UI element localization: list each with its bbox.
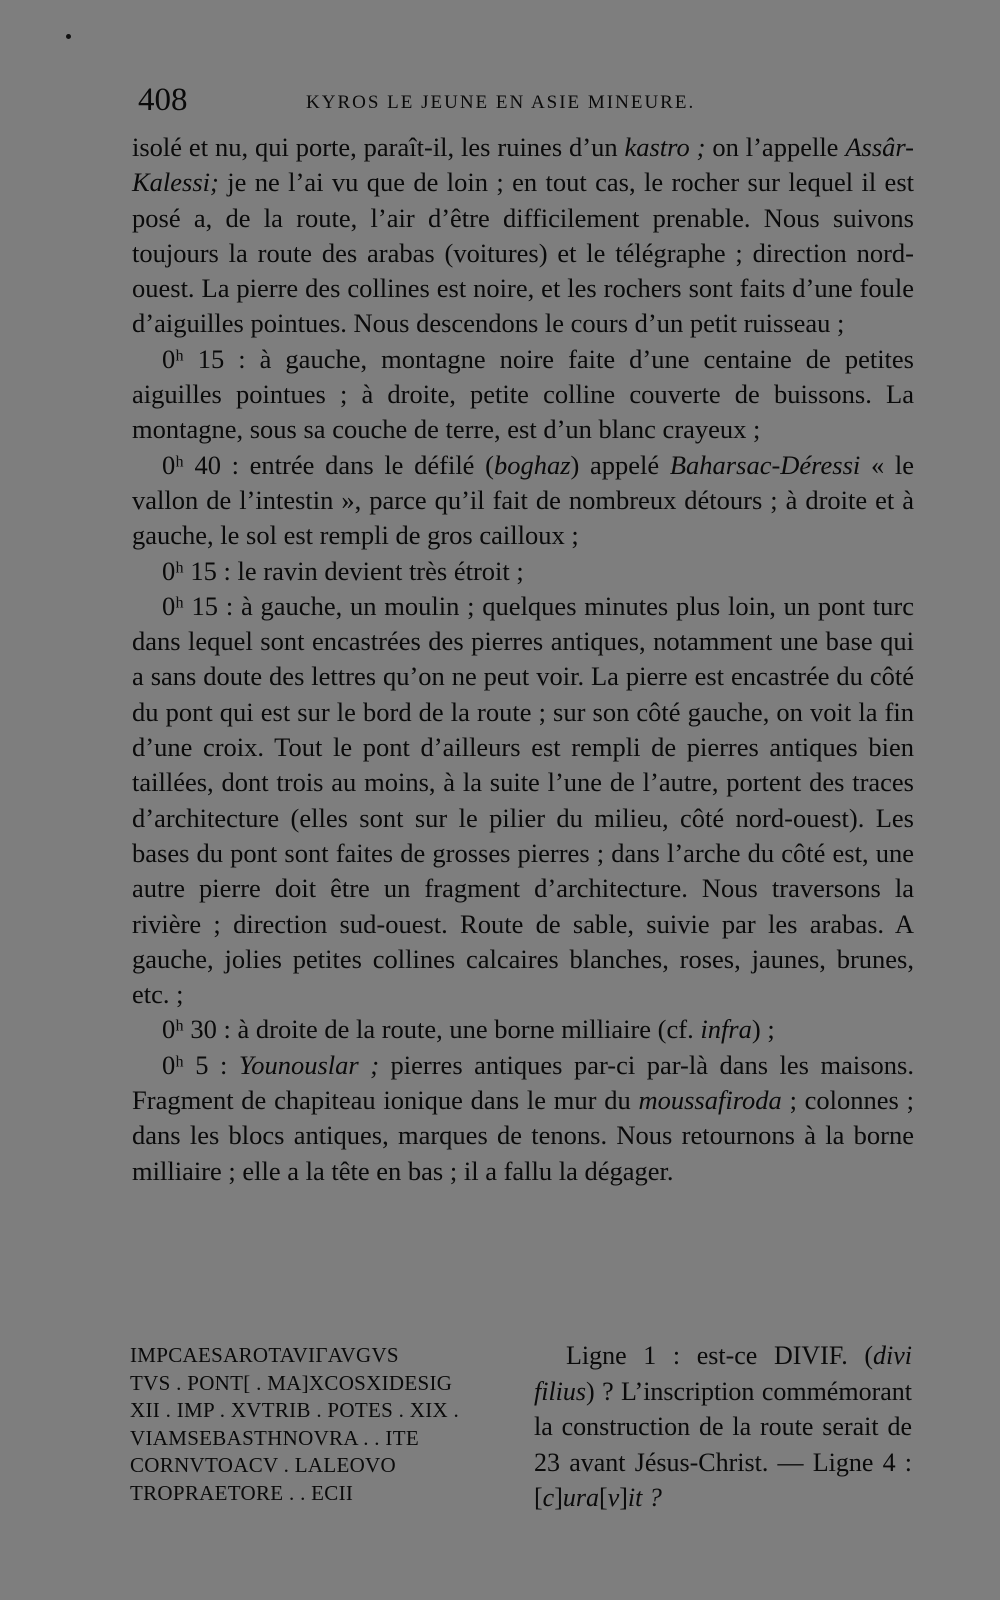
text-segment: ] <box>619 1483 628 1512</box>
text-segment: [ <box>599 1483 608 1512</box>
italic-text: it ? <box>627 1483 662 1512</box>
text-segment: 0ʰ 5 : <box>162 1049 239 1080</box>
text-segment: 0ʰ 15 : à gauche, montagne noire faite d’une centaine de petites aiguilles pointues ; à droite, petite colline couverte de buissons. La montagne, sous sa couche de terre, est d’un blanc crayeux ; <box>132 343 914 445</box>
italic-text: Younouslar ; <box>238 1049 380 1080</box>
body-paragraph <box>132 130 914 342</box>
body-paragraph <box>132 554 914 589</box>
inscription-block <box>130 1342 500 1508</box>
italic-text: kastro ; <box>624 132 706 162</box>
text-segment: je ne l’ai vu que de loin ; en tout cas, le rocher sur lequel il est posé a, de la route, l’air d’être difficilement prenable. Nous suivons toujours la route des arabas (voitures) et le télégraphe ; direction nord-ouest. La pierre des collines est noire, et les rochers sont faits d’une foule d’aiguilles pointues. Nous descendons le cours d’un petit ruisseau ; <box>132 167 914 339</box>
text-segment: ) ? L’inscription commémorant la construction de la route serait de 23 avant Jésus-Christ. — Ligne 4 : [ <box>534 1376 912 1512</box>
italic-text: moussafiroda <box>638 1085 782 1116</box>
italic-text: ura <box>562 1483 600 1512</box>
text-segment: ; colonnes ; dans les blocs antiques, marques de tenons. Nous retournons à la borne milliaire ; elle a la tête en bas ; il a fallu la dégager. <box>132 1085 914 1186</box>
inscription-line: IMPCAESAROTAVIΓAVGVS <box>130 1343 399 1367</box>
inscription-line: XII . IMP . XVTRIB . POTES . XIX . <box>130 1398 460 1423</box>
text-segment: 0ʰ 15 : à gauche, un moulin ; quelques minutes plus loin, un pont turc dans lequel sont encastrées des pierres antiques, notamment une base qui a sans doute des lettres qu’on ne peut voir. La pierre est encastrée du côté du pont qui est sur le bord de la route ; sur son côté gauche, on voit la fin d’une croix. Tout le pont d’ailleurs est rempli de pierres antiques bien taillées, dont trois au moins, à la suite l’une de l’autre, portent des traces d’architecture (elles sont sur le pilier du milieu, côté nord-ouest). Les bases du pont sont faites de grosses pierres ; dans l’arche du côté est, une autre pierre doit être un fragment d’architecture. Nous traversons la rivière ; direction sud-ouest. Route de sable, suivie par les arabas. A gauche, jolies petites collines calcaires blanches, roses, jaunes, brunes, etc. ; <box>132 590 914 1010</box>
inscription-line: TROPRAETORE . . ECII <box>130 1480 354 1505</box>
text-segment: Ligne 1 : est-ce DIVIF. ( <box>566 1341 873 1370</box>
text-segment: 0ʰ 15 : le ravin devient très étroit ; <box>162 555 524 586</box>
text-segment: 0ʰ 30 : à droite de la route, une borne milliaire (cf. <box>162 1014 701 1045</box>
body-paragraph <box>132 1012 914 1047</box>
note-paragraph <box>534 1338 912 1516</box>
text-segment: on l’appelle <box>705 132 846 162</box>
italic-text: v <box>607 1483 620 1512</box>
italic-text: Assâr-Kalessi; <box>132 132 914 198</box>
running-title: KYROS LE JEUNE EN ASIE MINEURE. <box>306 92 696 113</box>
body-text <box>132 130 914 1189</box>
text-segment: pierres antiques par-ci par-là dans les maisons. Fragment de chapiteau ionique dans le mur du <box>132 1049 914 1116</box>
italic-text: infra <box>700 1014 752 1045</box>
italic-text: boghaz <box>493 449 571 480</box>
page-number: 408 <box>138 82 188 118</box>
inscription-line: VIAMSEBASTHNOVRA . . ITE <box>130 1425 419 1450</box>
inscription-note <box>534 1338 912 1516</box>
italic-text: c <box>542 1483 555 1512</box>
ink-dot <box>66 34 71 39</box>
text-segment: 0ʰ 40 : entrée dans le défilé ( <box>162 449 494 480</box>
text-segment: ) ; <box>751 1014 775 1045</box>
body-paragraph <box>132 1048 914 1189</box>
text-segment: isolé et nu, qui porte, paraît-il, les ruines d’un <box>132 132 625 162</box>
italic-text: divi filius <box>534 1341 912 1406</box>
body-paragraph <box>132 342 914 448</box>
body-paragraph <box>132 448 914 554</box>
page-header <box>138 82 898 122</box>
inscription-line: CORNVTOACV . LALEOVO <box>130 1453 396 1478</box>
italic-text: Baharsac-Déressi <box>669 449 861 480</box>
text-segment: ] <box>554 1483 563 1512</box>
text-segment: ) appelé <box>570 449 670 480</box>
body-paragraph <box>132 589 914 1013</box>
inscription-line: TVS . PONT[ . MA]XCOSXIDESIG <box>130 1370 453 1395</box>
text-segment: « le vallon de l’intestin », parce qu’il fait de nombreux détours ; à droite et à gauche, le sol est rempli de gros cailloux ; <box>132 449 914 551</box>
